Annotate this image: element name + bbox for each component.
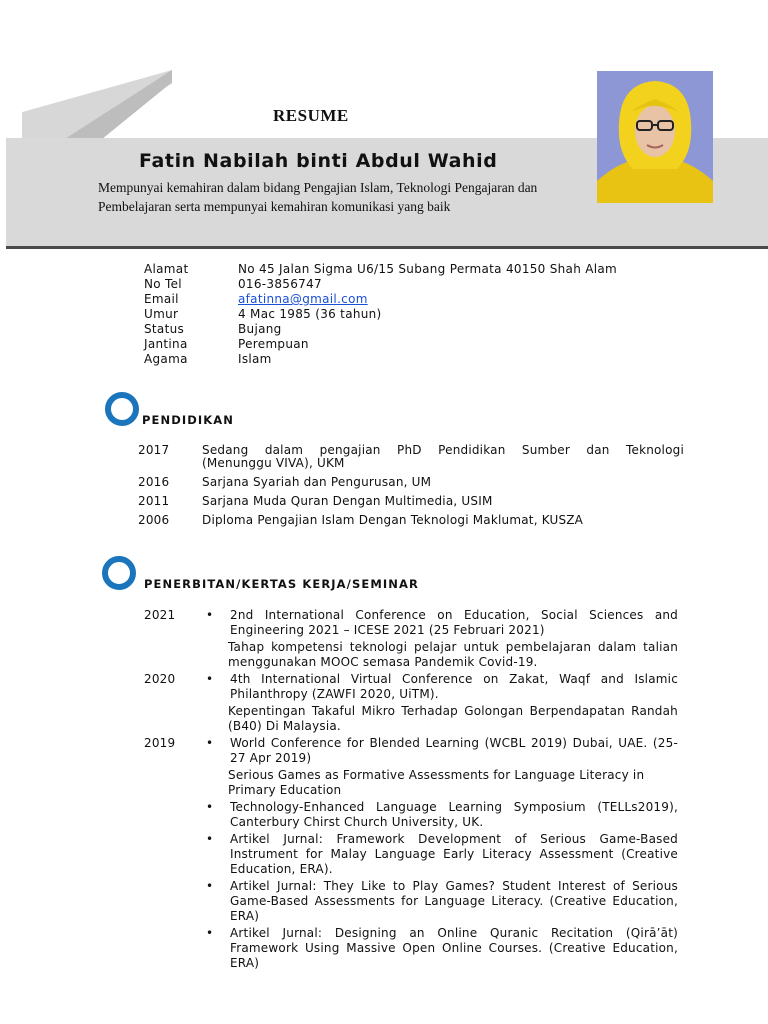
publication-item [204,800,678,830]
candidate-name: Fatin Nabilah binti Abdul Wahid [139,150,498,172]
publication-item [204,608,678,638]
section-marker-icon [102,556,136,590]
email-link[interactable]: afatinna@gmail.com [238,292,368,306]
info-row-address [144,262,617,277]
education-text-line2: (Menunggu VIVA), UKM [202,456,345,470]
bullet-icon: • [206,800,214,814]
publication-paper-title: Tahap kompetensi teknologi pelajar untuk pembelajaran dalam talian menggunakan MOOC semasa Pandemik Covid-19. [228,640,678,669]
education-year: 2016 [138,475,170,489]
publication-item [204,832,678,877]
profile-photo [597,71,713,203]
education-row [138,476,684,489]
education-text: Sarjana Muda Quran Dengan Multimedia, USIM [202,494,493,508]
publication-paper-title: Serious Games as Formative Assessments for Language Literacy in Primary Education [228,768,645,797]
personal-info [144,262,617,367]
info-value: 4 Mac 1985 (36 tahun) [238,307,382,321]
info-row-phone [144,277,617,292]
publication-text: World Conference for Blended Learning (WCBL 2019) Dubai, UAE. (25-27 Apr 2019) [230,736,678,765]
education-year: 2011 [138,494,170,508]
info-value: No 45 Jalan Sigma U6/15 Subang Permata 40150 Shah Alam [238,262,618,276]
info-label: Jantina [144,337,188,351]
education-row [138,495,684,508]
info-label: Email [144,292,179,306]
bullet-icon: • [206,672,214,686]
publication-year: 2020 [144,672,176,686]
publications-list [144,608,678,973]
bullet-icon: • [206,879,214,893]
info-label: Agama [144,352,188,366]
portrait-illustration [597,71,713,203]
info-value: 016-3856747 [238,277,322,291]
education-text: Diploma Pengajian Islam Dengan Teknologi Maklumat, KUSZA [202,513,584,527]
publication-year-group [144,672,678,736]
education-list [138,444,684,533]
info-row-age [144,307,617,322]
bullet-icon: • [206,926,214,940]
publication-paper-title: Kepentingan Takaful Mikro Terhadap Golongan Berpendapatan Randah (B40) Di Malaysia. [228,704,678,733]
publication-year: 2019 [144,736,176,750]
publication-text: 2nd International Conference on Education, Social Sciences and Engineering 2021 – ICESE 2021 (25 Februari 2021) [230,608,678,637]
education-year: 2017 [138,443,170,457]
info-row-religion [144,352,617,367]
info-row-email [144,292,617,307]
publication-items [204,736,678,973]
page-title: RESUME [273,106,349,125]
section-title-publications: PENERBITAN/KERTAS KERJA/SEMINAR [144,577,419,591]
education-year: 2006 [138,513,170,527]
publication-text: Artikel Jurnal: They Like to Play Games? Student Interest of Serious Game-Based Assessments for Language Literacy. (Creative Education, ERA) [230,879,678,923]
info-label: Status [144,322,185,336]
info-label: No Tel [144,277,182,291]
publication-items [204,608,678,672]
bullet-icon: • [206,832,214,846]
profile-summary: Mempunyai kemahiran dalam bidang Pengajian Islam, Teknologi Pengajaran dan Pembelajaran serta mempunyai kemahiran komunikasi yang baik [98,180,538,214]
bullet-icon: • [206,608,214,622]
publication-text: 4th International Virtual Conference on Zakat, Waqf and Islamic Philanthropy (ZAWFI 2020, UiTM). [230,672,678,701]
info-label: Alamat [144,262,189,276]
publication-text: Artikel Jurnal: Designing an Online Quranic Recitation (Qirā’āt) Framework Using Massive Open Online Courses. (Creative Education, ERA) [230,926,678,970]
info-row-gender [144,337,617,352]
publication-items [204,672,678,736]
publication-text: Artikel Jurnal: Framework Development of Serious Game-Based Instrument for Malay Language Early Literacy Assessment (Creative Education, ERA). [230,832,678,876]
education-text: Sarjana Syariah dan Pengurusan, UM [202,475,432,489]
section-title-education: PENDIDIKAN [142,413,234,427]
info-row-status [144,322,617,337]
education-row [138,444,684,470]
publication-item [204,672,678,702]
education-text [202,444,684,470]
bullet-icon: • [206,736,214,750]
publication-year-group [144,608,678,672]
publication-text: Technology-Enhanced Language Learning Symposium (TELLs2019), Canterbury Chirst Church University, UK. [230,800,678,829]
publication-year: 2021 [144,608,176,622]
publication-item [204,879,678,924]
info-value: Islam [238,352,272,366]
info-label: Umur [144,307,179,321]
publication-year-group [144,736,678,973]
section-marker-icon [105,392,139,426]
info-value: Perempuan [238,337,309,351]
education-row [138,514,684,527]
education-text-line1: Sedang dalam pengajian PhD Pendidikan Sumber dan Teknologi [202,443,684,457]
publication-item [204,926,678,971]
publication-item [204,736,678,766]
info-value: Bujang [238,322,282,336]
